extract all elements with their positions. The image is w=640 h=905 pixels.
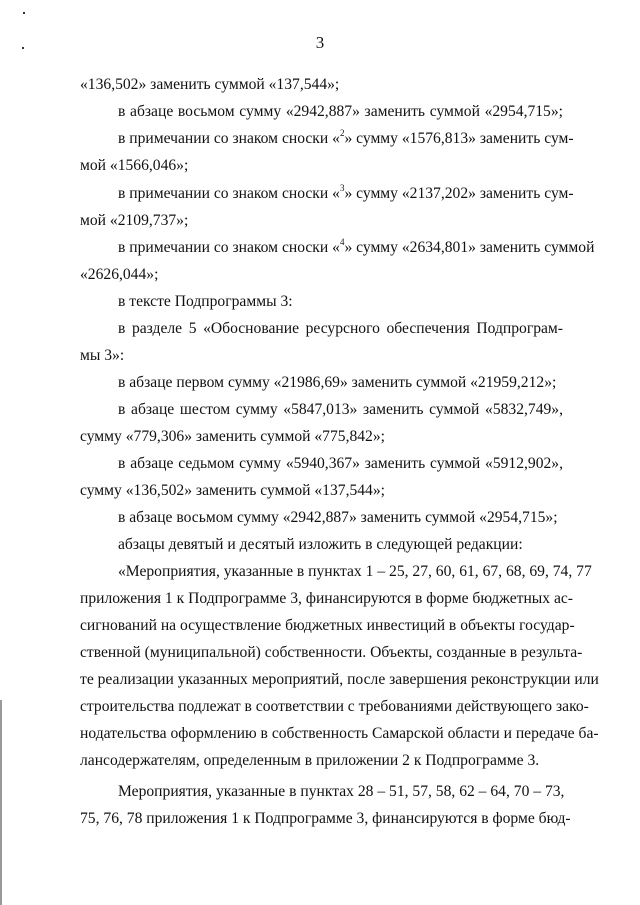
text-line: 75, 76, 78 приложения 1 к Подпрограмме 3, финансируются в форме бюд- xyxy=(80,810,571,827)
text-line: в разделе 5 «Обоснование ресурсного обеспечения Подпрограм- xyxy=(118,320,563,337)
text-line: сумму «779,306» заменить суммой «775,842»; xyxy=(80,428,385,445)
text-line: в абзаце восьмом сумму «2942,887» заменить суммой «2954,715»; xyxy=(118,103,563,120)
text-line: ственной (муниципальной) собственности. Объекты, созданные в результа- xyxy=(80,644,583,661)
text-line: сигнований на осуществление бюджетных инвестиций в объекты государ- xyxy=(80,617,575,634)
text-line: мой «1566,046»; xyxy=(80,157,189,174)
text-line: «Мероприятия, указанные в пунктах 1 – 25, 27, 60, 61, 67, 68, 69, 74, 77 xyxy=(118,563,592,580)
text-line: Мероприятия, указанные в пунктах 28 – 51, 57, 58, 62 – 64, 70 – 73, xyxy=(118,783,565,800)
text-line: мой «2109,737»; xyxy=(80,212,189,229)
text-line: приложения 1 к Подпрограмме 3, финансируются в форме бюджетных ас- xyxy=(80,590,573,607)
text-line: те реализации указанных мероприятий, после завершения реконструкции или xyxy=(80,671,599,688)
text-line: в примечании со знаком сноски «$^3$» сумму «2137,202» заменить сум- xyxy=(118,182,574,202)
text-line: нодательства оформлению в собственность Самарской области и передаче ба- xyxy=(80,725,599,742)
text-line: сумму «136,502» заменить суммой «137,544»; xyxy=(80,482,385,499)
text-line: в примечании со знаком сноски «$^2$» сумму «1576,813» заменить сум- xyxy=(118,127,574,147)
text-line: мы 3»: xyxy=(80,347,125,364)
text-line: в абзаце первом сумму «21986,69» заменить суммой «21959,212»; xyxy=(118,374,557,391)
text-line: в тексте Подпрограммы 3: xyxy=(118,293,293,310)
text-line: строительства подлежат в соответствии с требованиями действующего зако- xyxy=(80,698,589,715)
text-line: лансодержателям, определенным в приложении 2 к Подпрограмме 3. xyxy=(80,752,540,769)
text-line: в абзаце шестом сумму «5847,013» заменить суммой «5832,749», xyxy=(118,401,563,418)
text-line: в примечании со знаком сноски «$^4$» сумму «2634,801» заменить суммой xyxy=(118,236,595,256)
text-line: «136,502» заменить суммой «137,544»; xyxy=(80,76,340,93)
text-line: абзацы девятый и десятый изложить в следующей редакции: xyxy=(118,536,523,553)
text-line: «2626,044»; xyxy=(80,266,159,283)
page-number: 3 xyxy=(315,33,325,52)
scan-speck xyxy=(23,12,25,14)
scan-edge-line xyxy=(0,700,2,905)
text-line: в абзаце седьмом сумму «5940,367» заменить суммой «5912,902», xyxy=(118,455,563,472)
text-line: в абзаце восьмом сумму «2942,887» заменить суммой «2954,715»; xyxy=(118,509,558,526)
